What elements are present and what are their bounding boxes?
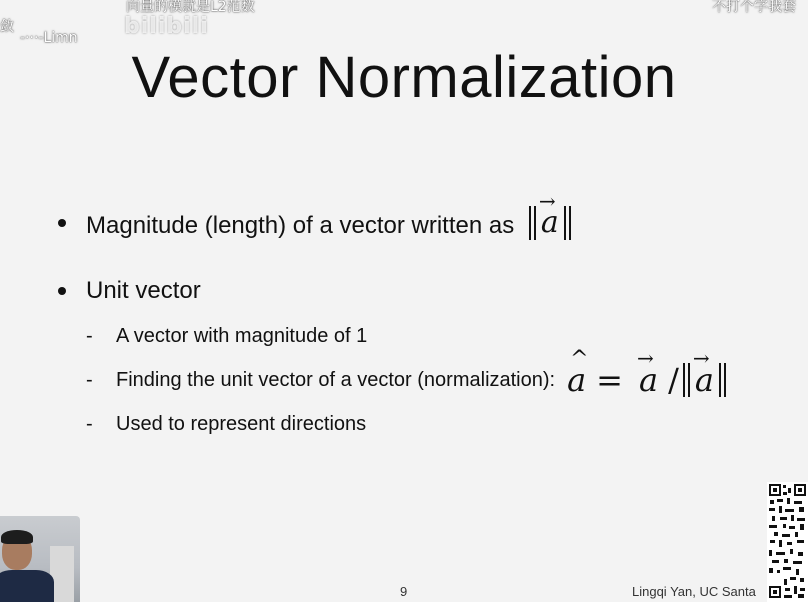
- vector-a: a →: [689, 363, 720, 397]
- danmaku-overlay: [0, 0, 808, 46]
- presenter-hair: [1, 530, 33, 544]
- page-number: 9: [400, 584, 408, 599]
- bullet-text: Unit vector: [86, 276, 201, 304]
- sub-bullet-item: [86, 357, 798, 403]
- unit-vector-a-hat: a ^: [567, 366, 586, 394]
- footer-credit: Lingqi Yan, UC Santa: [632, 584, 756, 599]
- sub-bullet-text: Used to represent directions: [116, 412, 367, 435]
- vector-a: a →: [633, 366, 664, 394]
- qr-code-icon: [767, 482, 808, 602]
- dash-icon: -: [86, 324, 93, 347]
- normalization-formula: [567, 360, 726, 399]
- sub-bullet-text: A vector with magnitude of 1: [116, 324, 368, 347]
- danmaku-comment: 敛: [0, 19, 14, 35]
- sub-bullet-item: [86, 315, 798, 357]
- bullet-list: [58, 206, 798, 445]
- bilibili-watermark: bilibili: [124, 14, 209, 39]
- vector-a: a →: [535, 206, 565, 240]
- sub-bullet-text: Finding the unit vector of a vector (normalization):: [116, 368, 556, 391]
- norm-bars: [529, 206, 571, 240]
- sub-bullet-item: [86, 403, 798, 445]
- division-slash: /: [668, 360, 679, 399]
- presenter-webcam: [0, 516, 80, 602]
- sub-bullet-list: [86, 315, 798, 445]
- norm-bars: [683, 360, 726, 399]
- dash-icon: -: [86, 412, 93, 435]
- presenter-body: [0, 570, 54, 602]
- bullet-dot-icon: [58, 219, 66, 227]
- norm-formula: [529, 206, 571, 240]
- bullet-item-unit-vector: [58, 274, 798, 307]
- bullet-text: Magnitude (length) of a vector written as: [86, 211, 515, 239]
- danmaku-comment: 不打个字我套: [712, 0, 796, 15]
- danmaku-comment: -···-Limn: [20, 30, 78, 46]
- bullet-item-magnitude: [58, 206, 798, 254]
- slide-title: Vector Normalization: [131, 45, 677, 110]
- dash-icon: -: [86, 368, 93, 391]
- bullet-dot-icon: [58, 287, 66, 295]
- danmaku-comment: 向量的模就是L2范数: [126, 0, 255, 15]
- equals-sign: =: [596, 360, 623, 399]
